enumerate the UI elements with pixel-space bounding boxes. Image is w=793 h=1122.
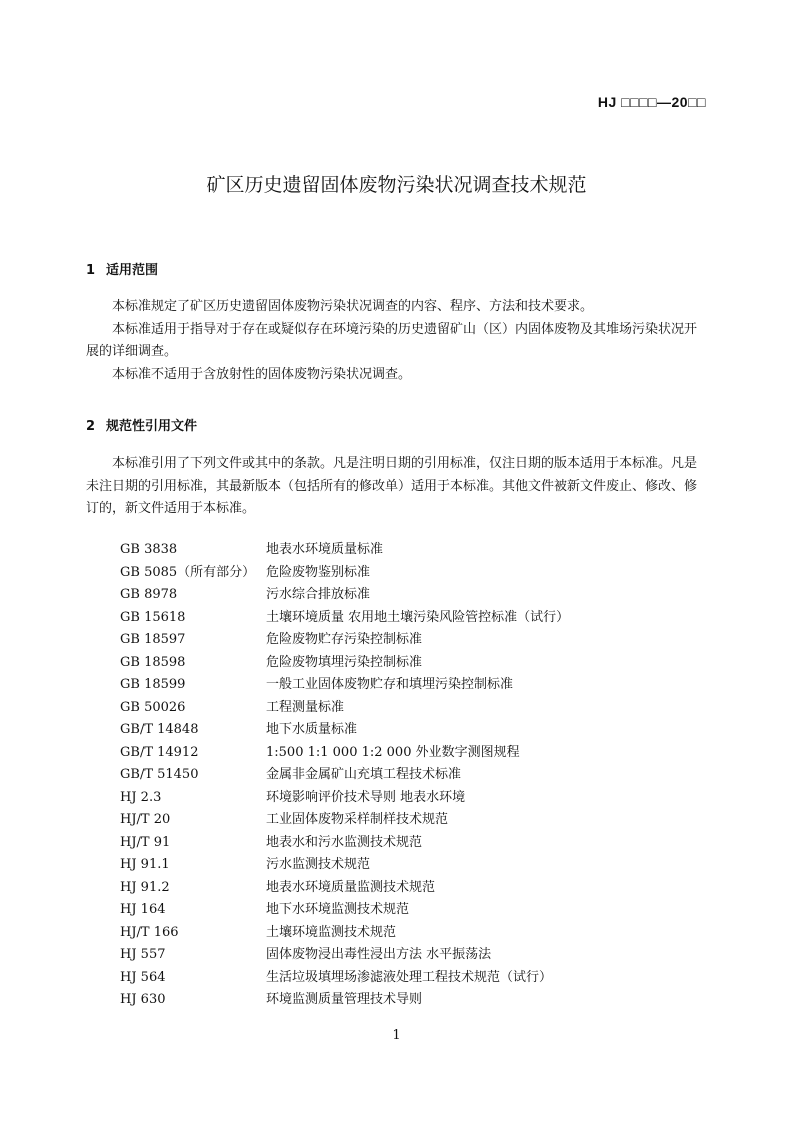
reference-title: 地下水环境监测技术规范 [266, 902, 410, 917]
reference-item [120, 877, 569, 900]
reference-title: 一般工业固体废物贮存和填埋污染控制标准 [266, 677, 514, 692]
paragraph: 本标准适用于指导对于存在或疑似存在环境污染的历史遗留矿山（区）内固体废物及其堆场污染状况开展的详细调查。 [86, 321, 698, 359]
reference-title: 污水综合排放标准 [266, 587, 371, 602]
reference-item [120, 629, 569, 652]
reference-title: 危险废物鉴别标准 [266, 564, 371, 580]
document-title: 矿区历史遗留固体废物污染状况调查技术规范 [206, 174, 587, 196]
reference-item [120, 967, 569, 990]
reference-title: 金属非金属矿山充填工程技术标准 [266, 767, 462, 782]
reference-code: GB 8978 [120, 587, 178, 602]
reference-code: HJ 557 [120, 947, 166, 962]
reference-title: 污水监测技术规范 [266, 857, 371, 872]
reference-code: GB 50026 [120, 699, 186, 715]
reference-code: HJ 91.2 [120, 879, 170, 895]
reference-code: GB 18599 [120, 677, 186, 692]
reference-title: 环境影响评价技术导则 地表水环境 [266, 789, 466, 805]
reference-code: GB 3838 [120, 542, 178, 557]
reference-code: HJ 164 [120, 902, 166, 917]
standard-code: HJ □□□□—20□□ [597, 94, 706, 110]
paragraph: 本标准引用了下列文件或其中的条款。凡是注明日期的引用标准，仅注日期的版本适用于本标准。凡是未注日期的引用标准，其最新版本（包括所有的修改单）适用于本标准。其他文件被新文件废止、修改、修订的，新文件适用于本标准。 [86, 456, 698, 516]
reference-title: 危险废物贮存污染控制标准 [266, 632, 423, 647]
reference-code: GB 15618 [120, 609, 186, 625]
reference-item [120, 787, 569, 810]
reference-code: HJ 564 [120, 969, 166, 985]
reference-code: HJ 630 [120, 992, 166, 1007]
reference-list [120, 539, 569, 1012]
reference-code: GB/T 14848 [120, 722, 199, 737]
reference-item [120, 742, 569, 765]
reference-title: 地表水环境质量标准 [266, 542, 384, 557]
reference-item [120, 922, 569, 945]
reference-title: 生活垃圾填埋场渗滤液处理工程技术规范（试行） [266, 969, 553, 985]
paragraph: 本标准不适用于含放射性的固体废物污染状况调查。 [112, 366, 412, 382]
reference-title: 地表水环境质量监测技术规范 [266, 879, 436, 895]
reference-item [120, 764, 569, 787]
reference-title: 工程测量标准 [266, 699, 345, 715]
section-1-heading [86, 259, 158, 278]
reference-item [120, 809, 569, 832]
reference-code: GB 5085（所有部分） [120, 564, 256, 580]
reference-title: 地下水质量标准 [266, 722, 358, 737]
reference-title: 土壤环境质量 农用地土壤污染风险管控标准（试行） [266, 609, 570, 625]
reference-item [120, 607, 569, 630]
reference-title: 1:500 1:1 000 1:2 000 外业数字测图规程 [266, 744, 520, 760]
reference-code: GB 18597 [120, 632, 186, 647]
reference-item [120, 854, 569, 877]
reference-item [120, 697, 569, 720]
reference-title: 土壤环境监测技术规范 [266, 924, 397, 940]
reference-code: HJ/T 166 [120, 924, 179, 940]
reference-item [120, 944, 569, 967]
reference-code: HJ/T 20 [120, 812, 171, 827]
section-1-body [86, 296, 708, 386]
section-2-body [86, 453, 708, 521]
section-1-title: 适用范围 [106, 263, 159, 278]
reference-code: HJ 91.1 [120, 857, 170, 872]
reference-title: 危险废物填埋污染控制标准 [266, 654, 423, 670]
reference-title: 地表水和污水监测技术规范 [266, 834, 423, 850]
section-2-title: 规范性引用文件 [106, 419, 198, 434]
reference-code: HJ/T 91 [120, 834, 171, 850]
section-1-number: 1 [86, 263, 96, 278]
paragraph: 本标准规定了矿区历史遗留固体废物污染状况调查的内容、程序、方法和技术要求。 [112, 299, 594, 314]
reference-item [120, 584, 569, 607]
reference-item [120, 989, 569, 1012]
reference-code: HJ 2.3 [120, 789, 162, 805]
reference-item [120, 899, 569, 922]
reference-title: 固体废物浸出毒性浸出方法 水平振荡法 [266, 947, 492, 962]
reference-item [120, 539, 569, 562]
reference-item [120, 719, 569, 742]
reference-item [120, 562, 569, 585]
reference-item [120, 674, 569, 697]
reference-code: GB/T 14912 [120, 744, 199, 760]
reference-code: GB 18598 [120, 654, 186, 670]
reference-item [120, 652, 569, 675]
reference-item [120, 832, 569, 855]
section-2-number: 2 [86, 419, 96, 434]
page-number: 1 [392, 1028, 401, 1043]
reference-title: 环境监测质量管理技术导则 [266, 992, 423, 1007]
section-2-heading [86, 415, 197, 434]
reference-code: GB/T 51450 [120, 767, 199, 782]
reference-title: 工业固体废物采样制样技术规范 [266, 812, 449, 827]
